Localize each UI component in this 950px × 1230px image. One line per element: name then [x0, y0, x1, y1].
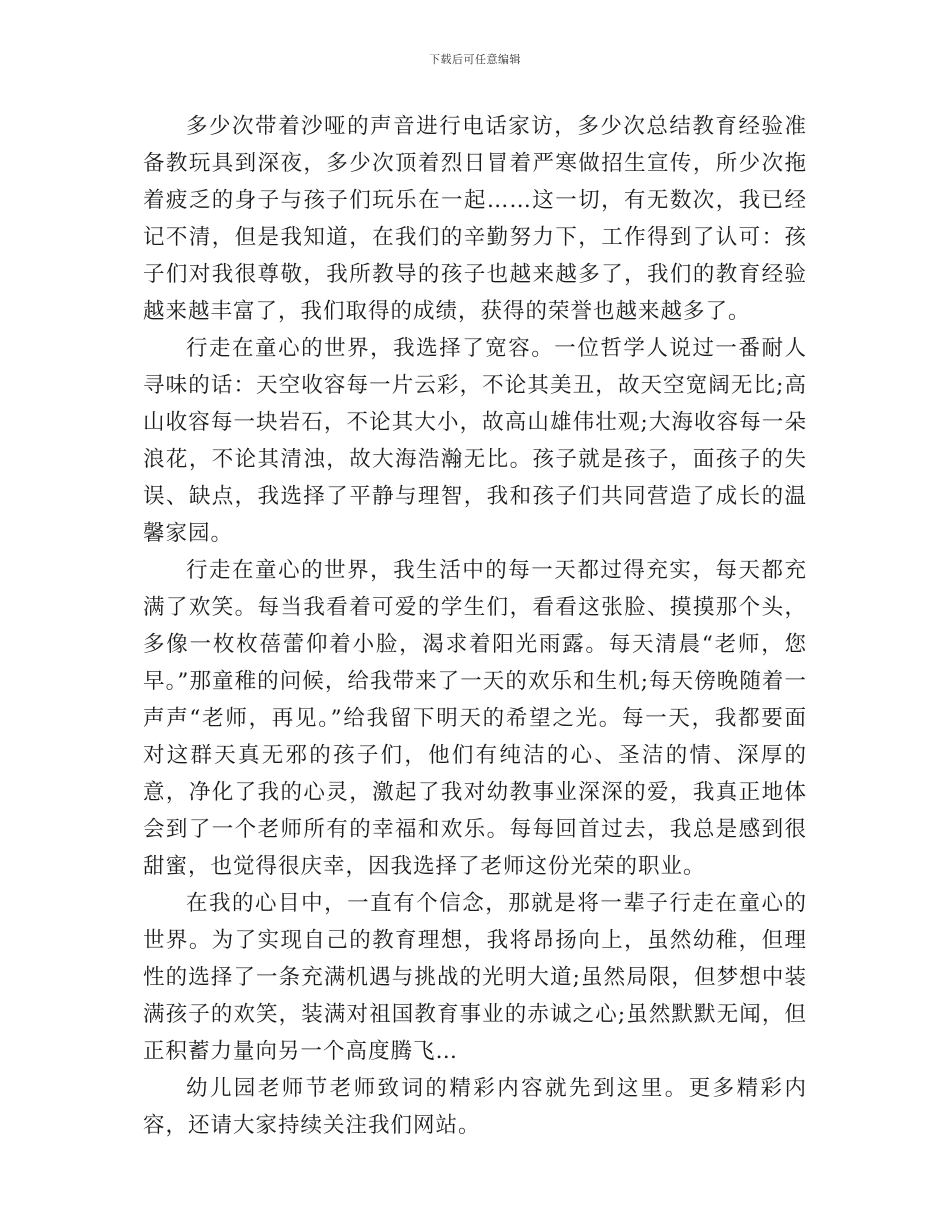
page-header: 下载后可任意编辑 — [429, 53, 521, 66]
paragraph-5: 幼儿园老师节老师致词的精彩内容就先到这里。更多精彩内容，还请大家持续关注我们网站。 — [143, 1076, 807, 1138]
paragraph-2: 行走在童心的世界，我选择了宽容。一位哲学人说过一番耐人寻味的话：天空收容每一片云彩，不论其美丑，故天空宽阔无比;高山收容每一块岩石，不论其大小，故高山雄伟壮观;大海收容每一朵浪花，不论其清浊，故大海浩瀚无比。孩子就是孩子，面孩子的失误、缺点，我选择了平静与理智，我和孩子们共同营造了成长的温馨家园。 — [143, 336, 807, 546]
paragraph-3: 行走在童心的世界，我生活中的每一天都过得充实，每天都充满了欢笑。每当我看着可爱的学生们，看看这张脸、摸摸那个头，多像一枚枚蓓蕾仰着小脸，渴求着阳光雨露。每天清晨“老师，您早。”那童稚的问候，给我带来了一天的欢乐和生机;每天傍晚随着一声声“老师，再见。”给我留下明天的希望之光。每一天，我都要面对这群天真无邪的孩子们，他们有纯洁的心、圣洁的情、深厚的意，净化了我的心灵，激起了我对幼教事业深深的爱，我真正地体会到了一个老师所有的幸福和欢乐。每每回首过去，我总是感到很甜蜜，也觉得很庆幸，因我选择了老师这份光荣的职业。 — [143, 558, 807, 879]
document-body — [143, 108, 807, 1144]
paragraph-4: 在我的心目中，一直有个信念，那就是将一辈子行走在童心的世界。为了实现自己的教育理想，我将昂扬向上，虽然幼稚，但理性的选择了一条充满机遇与挑战的光明大道;虽然局限，但梦想中装满孩子的欢笑，装满对祖国教育事业的赤诚之心;虽然默默无闻，但正积蓄力量向另一个高度腾飞… — [143, 891, 807, 1064]
paragraph-1: 多少次带着沙哑的声音进行电话家访，多少次总结教育经验准备教玩具到深夜，多少次顶着烈日冒着严寒做招生宣传，所少次拖着疲乏的身子与孩子们玩乐在一起……这一切，有无数次，我已经记不清，但是我知道，在我们的辛勤努力下，工作得到了认可：孩子们对我很尊敬，我所教导的孩子也越来越多了，我们的教育经验越来越丰富了，我们取得的成绩，获得的荣誉也越来越多了。 — [143, 114, 807, 324]
